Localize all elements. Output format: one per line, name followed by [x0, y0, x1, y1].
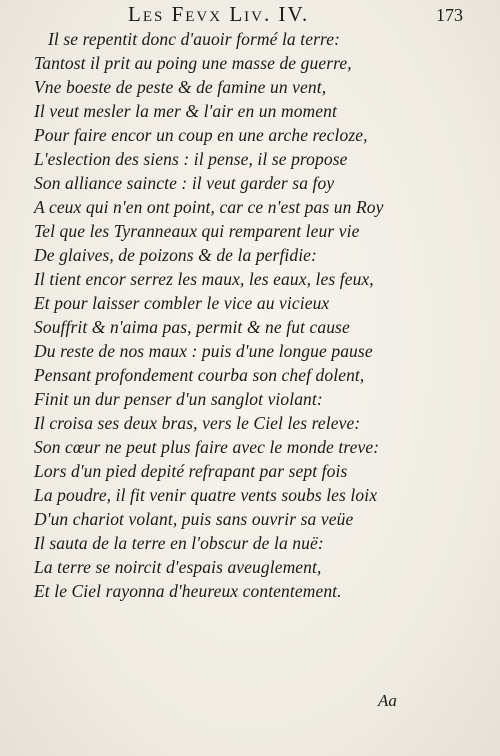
verse-line: Pour faire encor un coup en une arche recloze,	[34, 125, 368, 145]
verse-line: De glaives, de poizons & de la perfidie:	[34, 245, 317, 265]
verse-line: Souffrit & n'aima pas, permit & ne fut cause	[34, 317, 350, 337]
verse-line: Pensant profondement courba son chef dolent,	[34, 365, 365, 385]
verse-line: Lors d'un pied depité refrapant par sept fois	[34, 461, 348, 481]
verse-line: A ceux qui n'en ont point, car ce n'est pas un Roy	[34, 197, 384, 217]
verse-line: Il sauta de la terre en l'obscur de la nuë:	[34, 533, 324, 553]
verse-line: Il tient encor serrez les maux, les eaux, les feux,	[34, 269, 374, 289]
verse-line: La terre se noircit d'espais aveuglement,	[34, 557, 322, 577]
verse-line: Son alliance saincte : il veut garder sa foy	[34, 173, 335, 193]
verse-line: L'eslection des siens : il pense, il se propose	[34, 149, 348, 169]
verse-line: Et le Ciel rayonna d'heureux contentement.	[34, 581, 342, 601]
verse-line: Vne boeste de peste & de famine un vent,	[34, 77, 327, 97]
verse-line: La poudre, il fit venir quatre vents soubs les loix	[34, 485, 378, 505]
verse-line: Tel que les Tyranneaux qui remparent leur vie	[34, 221, 360, 241]
verse-line: Il veut mesler la mer & l'air en un moment	[34, 101, 337, 121]
verse-line: Et pour laisser combler le vice au vicieux	[34, 293, 330, 313]
verse-line: Finit un dur penser d'un sanglot violant:	[34, 389, 323, 409]
verse-line: Il croisa ses deux bras, vers le Ciel les releve:	[34, 413, 361, 433]
verse-line: D'un chariot volant, puis sans ouvrir sa veüe	[34, 509, 354, 529]
page-number: 173	[436, 5, 463, 25]
verse-line: Du reste de nos maux : puis d'une longue pause	[34, 341, 373, 361]
verse-line: Son cœur ne peut plus faire avec le monde treve:	[34, 437, 380, 457]
verse-line: Il se repentit donc d'auoir formé la terre:	[48, 29, 341, 49]
verse-line: Tantost il prit au poing une masse de guerre,	[34, 53, 352, 73]
catchword: Aa	[378, 691, 397, 710]
running-head: Les Fevx Liv. IV.	[128, 2, 310, 26]
